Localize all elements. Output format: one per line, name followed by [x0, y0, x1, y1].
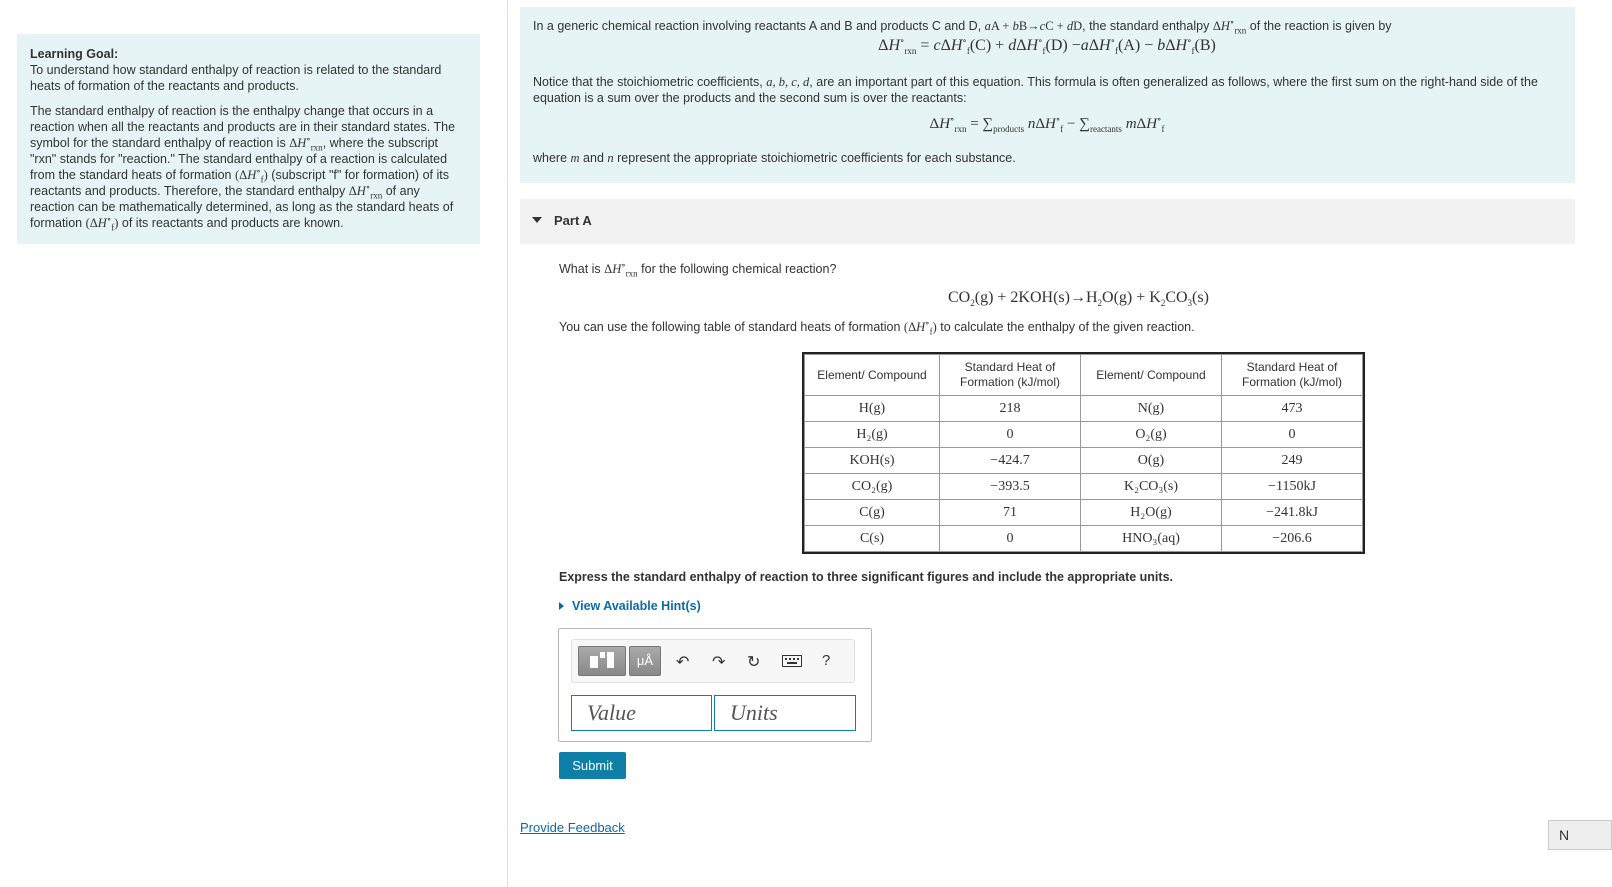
- table-cell: O(g): [1081, 448, 1222, 474]
- table-cell: 0: [940, 526, 1081, 552]
- units-input[interactable]: Units: [714, 695, 856, 731]
- table-cell: 249: [1222, 448, 1363, 474]
- table-cell: K₂CO₃(s): [1081, 474, 1222, 500]
- column-header: Element/ Compound: [1081, 355, 1222, 396]
- table-intro-b: to calculate the enthalpy of the given reaction.: [940, 320, 1195, 334]
- keyboard-icon[interactable]: [782, 654, 802, 672]
- table-cell: −206.6: [1222, 526, 1363, 552]
- heat-formation-symbol-3: $(\Delta H^\circ_f)$: [903, 317, 937, 337]
- target-reaction: $CO_2(g) + 2KOH(s)\to H_2O(g) + K_2CO_3(s)$: [948, 289, 1209, 309]
- table-cell: 0: [1222, 422, 1363, 448]
- intro-panel: [520, 7, 1575, 183]
- table-intro-a: You can use the following table of standard heats of formation: [559, 320, 901, 334]
- units-button[interactable]: μÅ: [629, 646, 661, 676]
- left-column: [0, 0, 508, 887]
- table-cell: N(g): [1081, 396, 1222, 422]
- enthalpy-rxn-symbol-3: $\Delta H^\circ_{rxn}$: [1212, 16, 1247, 36]
- table-cell: KOH(s): [805, 448, 940, 474]
- view-hints-link[interactable]: [559, 599, 701, 613]
- coefficients: a, b, c, d: [766, 75, 810, 89]
- table-cell: 473: [1222, 396, 1363, 422]
- goal-desc-part-3: (subscript "f" for formation) of its reactants and products. Therefore, the standard enthalpy: [30, 168, 449, 198]
- table-cell: 71: [940, 500, 1081, 526]
- where-b: represent the appropriate stoichiometric coefficients for each substance.: [617, 151, 1016, 165]
- table-row: [805, 396, 1363, 422]
- n-symbol: n: [607, 151, 614, 165]
- value-input[interactable]: Value: [571, 695, 712, 731]
- table-intro-text: [559, 317, 1195, 337]
- goal-desc-part-5: of its reactants and products are known.: [121, 216, 344, 230]
- table-cell: −393.5: [940, 474, 1081, 500]
- table-cell: 218: [940, 396, 1081, 422]
- where-text: [533, 150, 1561, 166]
- table-cell: C(s): [805, 526, 940, 552]
- question-prefix: What is: [559, 262, 601, 276]
- table-row: [805, 422, 1363, 448]
- table-cell: 0: [940, 422, 1081, 448]
- where-and: and: [583, 151, 604, 165]
- table-cell: CO₂(g): [805, 474, 940, 500]
- general-equation: $\Delta H^\circ_{rxn} = \sum_{products}$ $n\Delta H^\circ_f - \sum_{reactants}$ mΔH∘$_f$: [929, 114, 1165, 134]
- table-cell: −424.7: [940, 448, 1081, 474]
- table-cell: C(g): [805, 500, 940, 526]
- reset-icon[interactable]: ↻: [747, 654, 761, 671]
- redo-icon[interactable]: ↷: [712, 654, 726, 671]
- notice-a: Notice that the stoichiometric coefficients,: [533, 75, 763, 89]
- generic-reaction: aA + bB→cC + dD: [984, 19, 1083, 33]
- math-toolbar: [571, 639, 855, 683]
- enthalpy-rxn-symbol: $\Delta H^\circ_{rxn}$: [289, 133, 323, 153]
- table-row: [805, 526, 1363, 552]
- m-symbol: m: [570, 151, 580, 165]
- learning-goal-text: To understand how standard enthalpy of reaction is related to the standard heats of formation of the reactants and products.: [30, 63, 442, 93]
- part-a-header[interactable]: [520, 199, 1575, 244]
- answer-box: [558, 628, 872, 742]
- learning-goal-description: [30, 103, 464, 231]
- expand-triangle-icon: [559, 602, 564, 610]
- collapse-triangle-icon[interactable]: [532, 217, 542, 223]
- intro-text-c: of the reaction is given by: [1249, 19, 1392, 33]
- where-a: where: [533, 151, 568, 165]
- learning-goal-panel: [17, 34, 480, 244]
- intro-text-b: , the standard enthalpy: [1082, 19, 1210, 33]
- enthalpy-rxn-symbol-4: $\Delta H^\circ_{rxn}$: [604, 259, 638, 279]
- goal-desc-part-4: of any reaction can be mathematically determined, as long as the standard heats of formation: [30, 184, 454, 230]
- column-header: Standard Heat of Formation (kJ/mol): [940, 355, 1081, 396]
- provide-feedback-link[interactable]: Provide Feedback: [520, 820, 625, 835]
- heat-formation-symbol: $(\Delta H^\circ_f)$: [234, 165, 268, 185]
- table-cell: −1150kJ: [1222, 474, 1363, 500]
- table-cell: H₂(g): [805, 422, 940, 448]
- table-cell: H(g): [805, 396, 940, 422]
- templates-button[interactable]: [578, 646, 626, 676]
- enthalpy-equation: $\Delta H^\circ_{rxn} = c\Delta H^\circ_f(C) + d\Delta H^\circ_f(D) -a\Delta H^\circ_f(A) - b\Delta H^\circ_f(B)$: [878, 35, 1216, 57]
- table-row: [805, 474, 1363, 500]
- heat-of-formation-table: [802, 352, 1365, 554]
- column-header: Standard Heat of Formation (kJ/mol): [1222, 355, 1363, 396]
- hints-label: View Available Hint(s): [572, 599, 701, 613]
- goal-desc-part-2: , where the subscript "rxn" stands for "reaction." The standard enthalpy of a reaction is calculated from the standard heats of formation: [30, 136, 448, 182]
- table-cell: −241.8kJ: [1222, 500, 1363, 526]
- question-suffix: for the following chemical reaction?: [641, 262, 837, 276]
- table-cell: HNO₃(aq): [1081, 526, 1222, 552]
- part-a-label: Part A: [554, 213, 592, 228]
- column-header: Element/ Compound: [805, 355, 940, 396]
- table-header-row: [805, 355, 1363, 396]
- table-row: [805, 500, 1363, 526]
- enthalpy-rxn-symbol-2: $\Delta H^\circ_{rxn}$: [348, 181, 383, 201]
- intro-text-a: In a generic chemical reaction involving reactants A and B and products C and D,: [533, 19, 982, 33]
- table: [804, 354, 1363, 552]
- next-tab[interactable]: N: [1548, 820, 1612, 850]
- table-row: [805, 448, 1363, 474]
- notice-b: , are an important part of this equation. This formula is often generalized as follows, where the first sum on the right-hand side of the equation is a sum over the products and the second sum is over the reactants:: [533, 75, 1538, 105]
- submit-button[interactable]: Submit: [559, 752, 626, 779]
- table-cell: H₂O(g): [1081, 500, 1222, 526]
- undo-icon[interactable]: ↶: [676, 654, 690, 671]
- templates-icon: [579, 647, 625, 675]
- answer-instruction: Express the standard enthalpy of reaction to three significant figures and include the appropriate units.: [559, 570, 1173, 584]
- notice-text: [533, 74, 1561, 106]
- intro-line: [533, 18, 1561, 34]
- help-icon[interactable]: ?: [822, 652, 831, 669]
- learning-goal-title: Learning Goal:: [30, 47, 119, 61]
- goal-desc-part-1: The standard enthalpy of reaction is the enthalpy change that occurs in a reaction when all the reactants and products are in their standard states. The symbol for the standard enthalpy of reaction is: [30, 104, 456, 150]
- table-cell: O₂(g): [1081, 422, 1222, 448]
- question-text: [559, 259, 837, 279]
- heat-formation-symbol-2: $(\Delta H^\circ_f)$: [85, 213, 119, 233]
